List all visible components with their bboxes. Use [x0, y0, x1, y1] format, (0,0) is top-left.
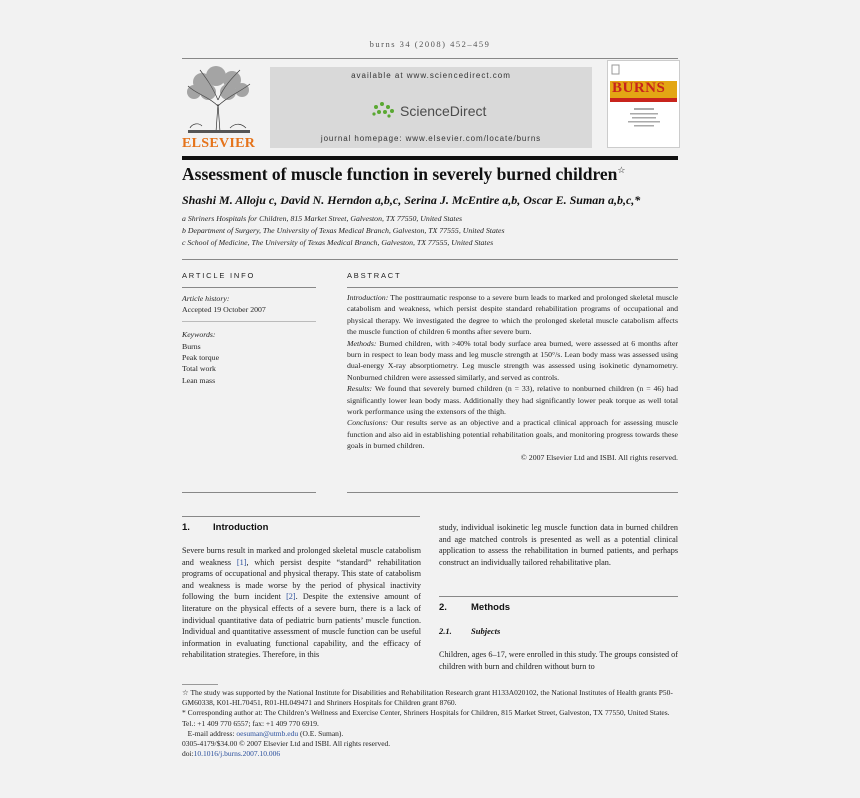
- reference-link-1[interactable]: [1]: [236, 557, 247, 567]
- affiliation-a: a Shriners Hospitals for Children, 815 Market Street, Galveston, TX 77550, United States: [182, 214, 463, 223]
- keyword-item: Total work: [182, 364, 216, 373]
- abstract-label: ABSTRACT: [347, 271, 402, 280]
- accepted-date: Accepted 19 October 2007: [182, 305, 266, 314]
- email-link[interactable]: oesuman@utmb.edu: [236, 728, 299, 738]
- abstract-methods: [347, 338, 678, 384]
- reference-link-2[interactable]: [2]: [286, 592, 296, 602]
- title-footnote-mark: ☆: [617, 165, 626, 176]
- results-text: We found that severely burned children (n = 33), relative to nonburned children (n = 46) had significantly lower lean body mass. Additionally they had significantly lower peak torque as well total work performance using the extensors of the thigh.: [347, 384, 678, 417]
- running-head: burns 34 (2008) 452–459: [369, 39, 491, 49]
- intro-label: Introduction:: [347, 293, 389, 302]
- keywords-label: Keywords:: [182, 330, 216, 339]
- section2-rule: [439, 596, 678, 597]
- doi-line: [182, 749, 679, 759]
- keyword-item: Burns: [182, 342, 201, 351]
- elsevier-wordmark: ELSEVIER: [182, 136, 256, 151]
- keyword-item: Peak torque: [182, 353, 220, 362]
- article-info-bottom-rule: [182, 492, 316, 493]
- cover-text-lines-icon: [614, 106, 674, 136]
- abstract-results: [347, 383, 678, 417]
- methods-label: Methods:: [347, 338, 377, 348]
- intro-text: The posttraumatic response to a severe burn leads to marked and prolonged skeletal muscle catabolism and weakness, which persist despite standard rehabilitation programs of occupational and physical therapy. We investigated the degree to which the prolonged skeletal muscle catabolism affects the muscle function of children 6 months after severe burn.: [347, 293, 678, 337]
- burns-journal-cover: [607, 60, 680, 148]
- cover-title: BURNS: [612, 80, 666, 96]
- email-label: E-mail address:: [187, 728, 237, 738]
- article-info-label: ARTICLE INFO: [182, 271, 256, 280]
- email-tail: (O.E. Suman).: [298, 728, 344, 738]
- keyword-item: Lean mass: [182, 376, 216, 385]
- introduction-paragraph: [182, 545, 421, 661]
- subjects-paragraph: Children, ages 6–17, were enrolled in this study. The groups consisted of children with burn and children without burn to: [439, 650, 678, 671]
- issn-line: 0305-4179/$34.00 © 2007 Elsevier Ltd and ISBI. All rights reserved.: [182, 739, 391, 749]
- funding-footnote: ☆ The study was supported by the National Institute for Disabilities and Rehabilitation Research grant H133A020102, the National Institutes of Health grants P50-GM60338, K01-HL70451, R01-HL049471 and Shriners Hospitals for Children grant 8760.: [182, 688, 673, 708]
- intro-text-a: Severe burns result in marked and prolonged skeletal muscle catabolism and weakness: [182, 546, 421, 567]
- corresponding-footnote: * Corresponding author at: The Children’s Wellness and Exercise Center, Shriners Hospitals for Children, 815 Market Street, Galveston, TX 77550, United States. Tel.: +1 409 770 6557; fax: +1 409 770 6919.: [182, 708, 670, 728]
- available-at-text: available at www.sciencedirect.com: [351, 71, 511, 80]
- sciencedirect-name: ScienceDirect: [400, 103, 487, 119]
- section1-number: 1.: [182, 522, 190, 533]
- title-text: Assessment of muscle function in severely burned children: [182, 164, 618, 184]
- methods-text: Burned children, with >40% total body surface area burned, were assessed at 6 months after burn in respect to lean body mass and leg muscle strength at 150°/s. Lean body mass was assessed using dual-energy X-ray absorptiometry. Leg muscle strength was assessed using isokinetic dynamometry. Nonburned children were assessed similarly, and served as controls.: [347, 338, 678, 382]
- history-rule: [182, 321, 316, 322]
- email-footnote: [182, 729, 679, 739]
- affiliation-b: b Department of Surgery, The University of Texas Medical Branch, Galveston, TX 77555, United States: [182, 226, 505, 235]
- section2-heading: Methods: [471, 602, 511, 613]
- abstract-body: [347, 292, 678, 463]
- section2-number: 2.: [439, 602, 447, 613]
- doi-label: doi:: [182, 749, 194, 759]
- history-label: Article history:: [182, 294, 230, 303]
- title-rule: [182, 156, 678, 160]
- subsection-number: 2.1.: [439, 626, 452, 636]
- section1-heading: Introduction: [213, 522, 269, 533]
- conclusions-text: Our results serve as an objective and a practical clinical approach for assessing muscle function and also aid in establishing potential rehabilitation goals, and monitoring progress towards these goals in burned children.: [347, 418, 678, 451]
- section1-rule: [182, 516, 420, 517]
- abstract-rule: [347, 287, 678, 288]
- footnote-rule: [182, 684, 218, 685]
- abstract-bottom-rule: [347, 492, 678, 493]
- abstract-conclusions: [347, 417, 678, 451]
- intro-text-b: , which persist despite “standard” rehabilitation programs of occupational and physical therapy. This state of catabolism and weakness is made worse by the period of physical inactivity following the burn incident: [182, 557, 421, 602]
- cover-band-red: [610, 98, 677, 102]
- author-list: Shashi M. Alloju c, David N. Herndon a,b,c, Serina J. McEntire a,b, Oscar E. Suman a,b,c,*: [182, 193, 641, 207]
- abstract-introduction: [347, 292, 678, 338]
- intro-text-c: . Despite the extensive amount of literature on the physical effects of a severe burn, there is a lack of individual quantitative data of pediatric burn patients’ muscle function. Individual and quantitative assessment of muscle function can be useful information in evaluating functional capability, and the efficacy of rehabilitation strategies. Therefore, in this: [182, 592, 421, 660]
- sciencedirect-banner: [270, 67, 592, 148]
- affiliation-rule: [182, 259, 678, 260]
- issn-mark-icon: [611, 64, 621, 76]
- results-label: Results:: [347, 384, 373, 394]
- top-rule: [182, 58, 678, 59]
- article-info-rule: [182, 287, 316, 288]
- journal-homepage-text[interactable]: journal homepage: www.elsevier.com/locate/burns: [320, 134, 542, 143]
- abstract-copyright: © 2007 Elsevier Ltd and ISBI. All rights reserved.: [520, 452, 678, 462]
- footnotes: [182, 688, 679, 759]
- affiliation-c: c School of Medicine, The University of Texas Medical Branch, Galveston, TX 77555, United States: [182, 238, 494, 247]
- subsection-heading: Subjects: [471, 626, 501, 636]
- article-title: [182, 164, 682, 185]
- conclusions-label: Conclusions:: [347, 418, 389, 428]
- introduction-continued: study, individual isokinetic leg muscle function data in burned children and age matched controls is presented as well as a potential clinical application to assess the rehabilitation in burned patients, and perhaps construct an individually tailored rehabilitative plan.: [439, 523, 678, 567]
- doi-link[interactable]: 10.1016/j.burns.2007.10.006: [193, 749, 281, 759]
